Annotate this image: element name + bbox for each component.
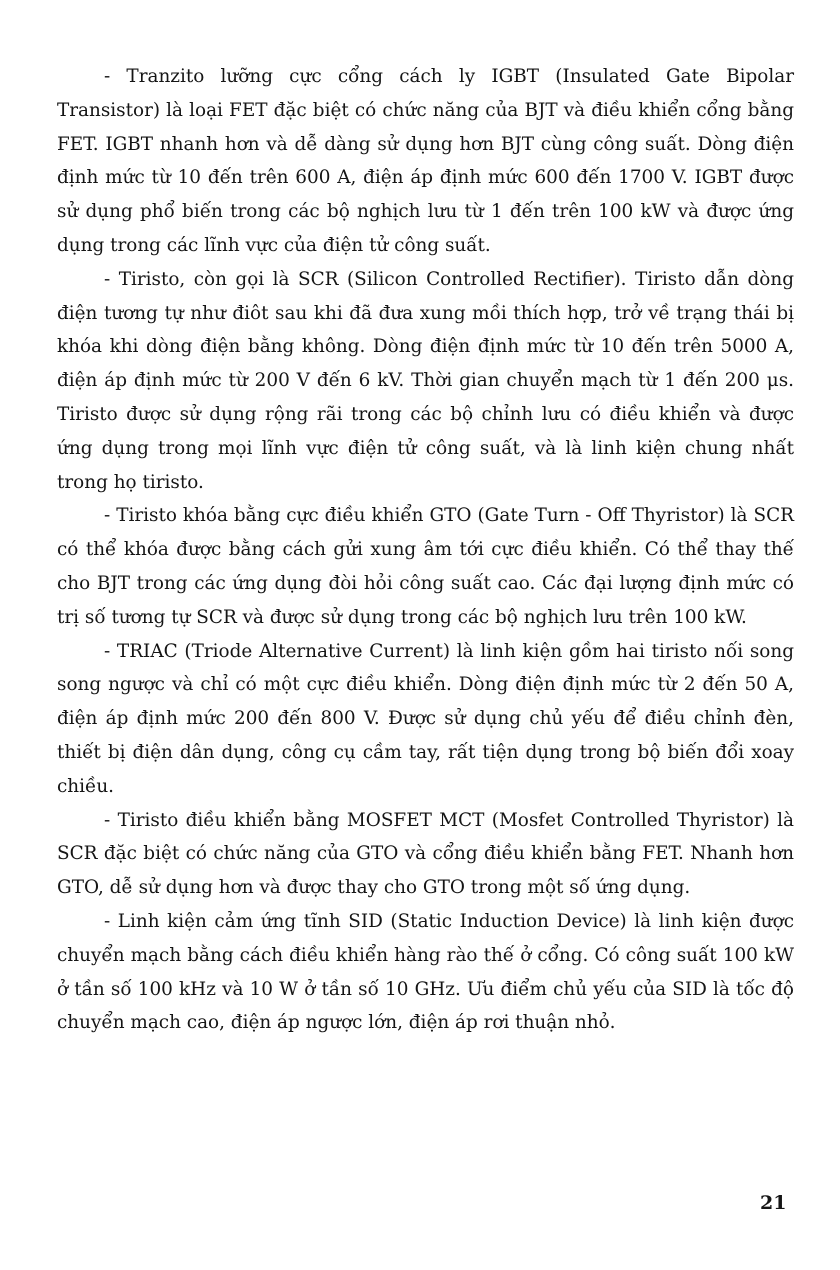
page-number: 21 <box>760 1192 787 1214</box>
paragraph-sid: - Linh kiện cảm ứng tĩnh SID (Static Induction Device) là linh kiện được chuyển mạch bằng cách điều khiển hàng rào thế ở cổng. Có công suất 100 kW ở tần số 100 kHz và 10 W ở tần số 10 GHz. Ưu điểm chủ yếu của SID là tốc độ chuyển mạch cao, điện áp ngược lớn, điện áp rơi thuận nhỏ. <box>57 910 794 1034</box>
paragraph-gto: - Tiristo khóa bằng cực điều khiển GTO (Gate Turn - Off Thyristor) là SCR có thể khóa được bằng cách gửi xung âm tới cực điều khiển. Có thể thay thế cho BJT trong các ứng dụng đòi hỏi công suất cao. Các đại lượng định mức có trị số tương tự SCR và được sử dụng trong các bộ nghịch lưu trên 100 kW. <box>57 505 794 628</box>
paragraph-triac: - TRIAC (Triode Alternative Current) là linh kiện gồm hai tiristo nối song song ngược và chỉ có một cực điều khiển. Dòng điện định mức từ 2 đến 50 A, điện áp định mức 200 đến 800 V. Được sử dụng chủ yếu để điều chỉnh đèn, thiết bị điện dân dụng, công cụ cầm tay, rất tiện dụng trong bộ biến đổi xoay chiều. <box>57 640 794 797</box>
paragraph-scr: - Tiristo, còn gọi là SCR (Silicon Controlled Rectifier). Tiristo dẫn dòng điện tương tự như điôt sau khi đã đưa xung mồi thích hợp, trở về trạng thái bị khóa khi dòng điện bằng không. Dòng điện định mức từ 10 đến trên 5000 A, điện áp định mức từ 200 V đến 6 kV. Thời gian chuyển mạch từ 1 đến 200 μs. Tiristo được sử dụng rộng rãi trong các bộ chỉnh lưu có điều khiển và được ứng dụng trong mọi lĩnh vực điện tử công suất, và là linh kiện chung nhất trong họ tiristo. <box>57 268 794 493</box>
paragraph-mct: - Tiristo điều khiển bằng MOSFET MCT (Mosfet Controlled Thyristor) là SCR đặc biệt có chức năng của GTO và cổng điều khiển bằng FET. Nhanh hơn GTO, dễ sử dụng hơn và được thay cho GTO trong một số ứng dụng. <box>57 809 794 899</box>
paragraph-igbt: - Tranzito lưỡng cực cổng cách ly IGBT (Insulated Gate Bipolar Transistor) là loại FET đặc biệt có chức năng của BJT và điều khiển cổng bằng FET. IGBT nhanh hơn và dễ dàng sử dụng hơn BJT cùng công suất. Dòng điện định mức từ 10 đến trên 600 A, điện áp định mức 600 đến 1700 V. IGBT được sử dụng phổ biến trong các bộ nghịch lưu từ 1 đến trên 100 kW và được ứng dụng trong các lĩnh vực của điện tử công suất. <box>57 66 794 256</box>
body-text <box>57 60 794 1040</box>
